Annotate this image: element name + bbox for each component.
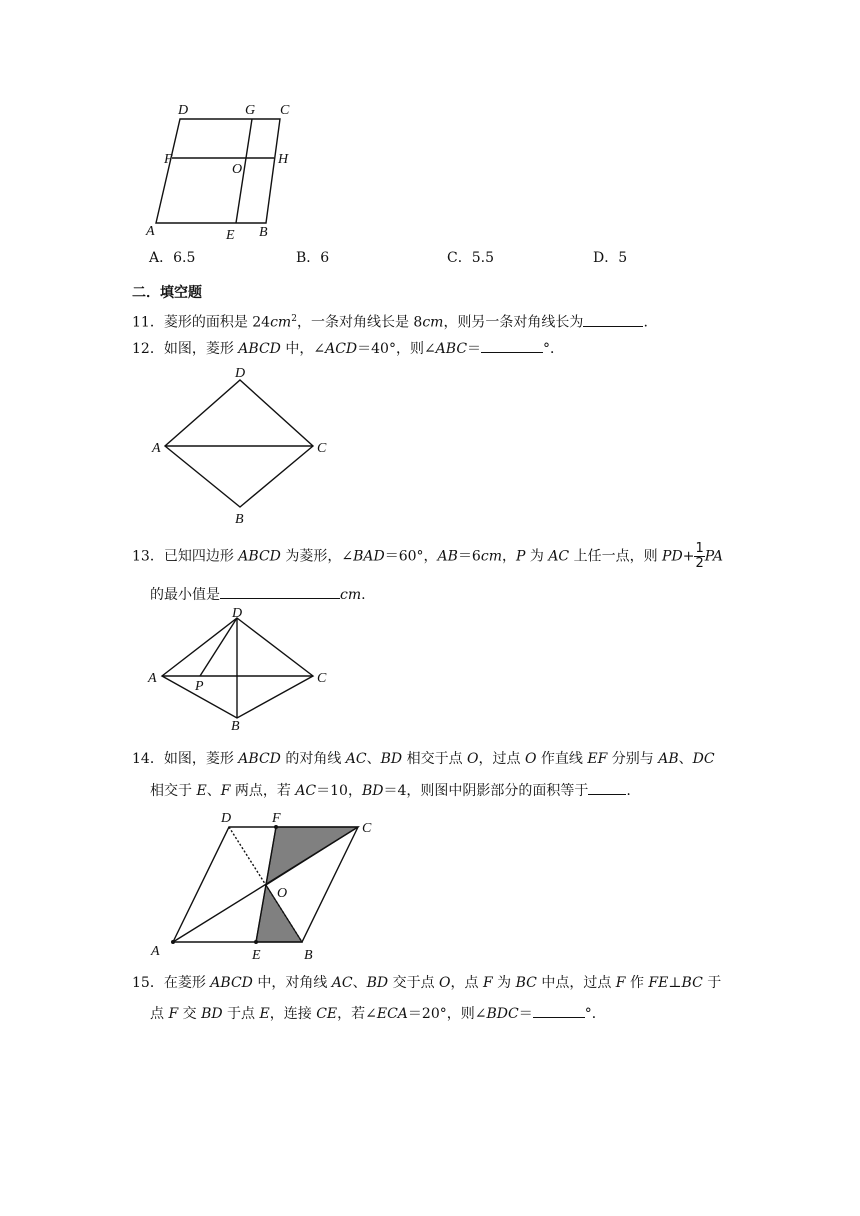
q13-line2: 的最小值是 cm. (150, 584, 366, 605)
q10-label-d: D (178, 103, 189, 118)
q12-text: 12．如图，菱形 ABCD 中，∠ACD＝40°，则∠ABC＝ °． (132, 338, 564, 359)
q15-line1: 15．在菱形 ABCD 中，对角线 AC、BD 交于点 O，点 F 为 BC 中点，过点 F 作 FE⊥BC 于 (132, 975, 722, 991)
q14-label-o: O (277, 886, 288, 901)
q10-label-c: C (280, 103, 290, 118)
q12-figure (145, 362, 345, 532)
q10-label-h: H (278, 152, 289, 167)
q14-label-c: C (362, 821, 372, 836)
q13-figure (145, 606, 345, 734)
q12-label-d: D (235, 366, 246, 381)
q14-label-e: E (252, 948, 261, 963)
q10-option-b: B．6 (296, 250, 330, 266)
q11-number: 11． (132, 314, 164, 331)
q13-segment-pd (200, 618, 237, 676)
q13-answer-blank[interactable] (220, 584, 340, 599)
q14-figure (145, 806, 385, 966)
q11-answer-blank[interactable] (583, 312, 643, 327)
q10-label-f: F (164, 152, 173, 167)
q14-point-e (254, 940, 258, 944)
section-title: 二．填空题 (132, 285, 202, 301)
q12-label-c: C (317, 441, 327, 456)
q14-label-f: F (272, 811, 281, 826)
q14-point-a (171, 940, 175, 944)
q10-option-a: A．6.5 (149, 250, 196, 266)
q13-label-p: P (195, 679, 204, 694)
q12-rhombus (165, 380, 313, 507)
q13-fraction: $\frac{1}{2}$ (695, 541, 704, 571)
q10-option-c: C．5.5 (447, 250, 494, 266)
q10-label-o: O (232, 162, 243, 177)
q10-label-e: E (226, 228, 235, 243)
q14-label-b: B (304, 948, 313, 963)
q14-line2: 相交于 E、F 两点，若 AC＝10，BD＝4，则图中阴影部分的面积等于 . (150, 780, 631, 801)
q13-label-b: B (231, 719, 240, 734)
q15-line2: 点 F 交 BD 于点 E，连接 CE，若∠ECA＝20°，则∠BDC＝ °． (150, 1003, 606, 1024)
q14-answer-blank[interactable] (588, 780, 626, 795)
q10-figure (140, 95, 310, 245)
q14-line1: 14．如图，菱形 ABCD 的对角线 AC、BD 相交于点 O，过点 O 作直线 EF 分别与 AB、DC (132, 751, 715, 767)
q12-label-a: A (152, 441, 161, 456)
q10-label-a: A (146, 224, 155, 239)
q11-text: 11．菱形的面积是 $24cm^2$，一条对角线长是 8cm，则另一条对角线长为 . (132, 309, 648, 333)
q15-answer-blank[interactable] (533, 1003, 585, 1018)
q12-label-b: B (235, 512, 244, 527)
q12-number: 12． (132, 341, 164, 357)
q13-label-d: D (232, 606, 243, 621)
q13-label-c: C (317, 671, 327, 686)
q10-option-d: D．5 (593, 250, 628, 266)
q12-answer-blank[interactable] (481, 338, 543, 353)
q13-line1: 13．已知四边形 ABCD 为菱形，∠BAD＝60°，AB＝6cm，P 为 AC 上任一点，则 PD+ $\frac{1}{2}$ PA (132, 541, 723, 571)
q10-parallelogram (156, 119, 280, 223)
q13-number: 13． (132, 548, 164, 565)
q10-label-b: B (259, 225, 268, 240)
q13-label-a: A (148, 671, 157, 686)
q10-label-g: G (245, 103, 256, 118)
q14-label-d: D (221, 811, 232, 826)
q14-label-a: A (151, 944, 160, 959)
q14-number: 14． (132, 751, 164, 767)
q15-number: 15． (132, 975, 164, 991)
